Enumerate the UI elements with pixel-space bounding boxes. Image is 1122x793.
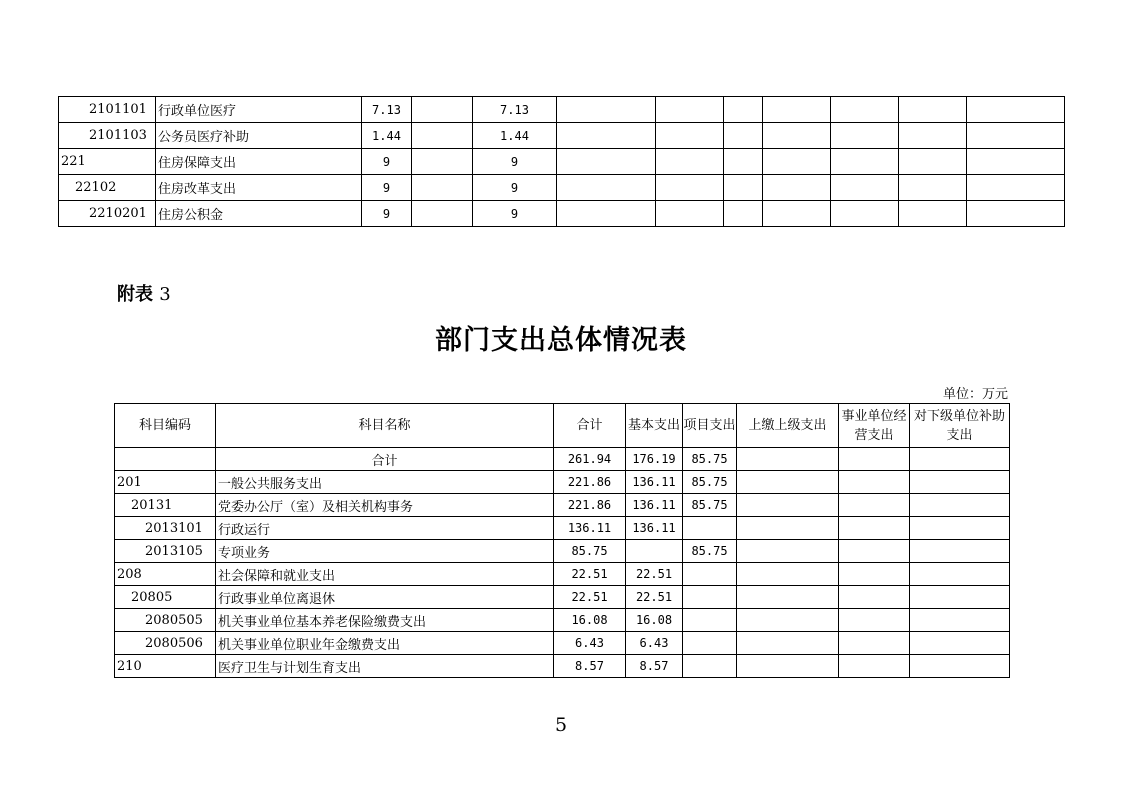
table-row — [115, 632, 1010, 655]
empty-cell — [839, 632, 910, 655]
account-code: 2080506 — [115, 632, 216, 655]
empty-cell — [910, 632, 1010, 655]
account-code: 20805 — [115, 586, 216, 609]
project-value — [683, 609, 737, 632]
header-cell: 科目编码 — [115, 404, 216, 448]
basic-value: 136.11 — [626, 471, 683, 494]
empty-cell — [763, 175, 831, 201]
empty-cell — [737, 540, 839, 563]
empty-cell — [910, 586, 1010, 609]
empty-cell — [763, 149, 831, 175]
table-row — [59, 97, 1065, 123]
top-continuation-table — [58, 96, 1065, 227]
account-name: 住房公积金 — [156, 201, 362, 227]
empty-cell — [724, 97, 763, 123]
account-code: 208 — [115, 563, 216, 586]
basic-value: 6.43 — [626, 632, 683, 655]
account-name: 住房保障支出 — [156, 149, 362, 175]
unit-label: 单位：万元 — [942, 387, 1008, 402]
table-row — [59, 149, 1065, 175]
table-row — [115, 563, 1010, 586]
account-code: 2013101 — [115, 517, 216, 540]
empty-cell — [831, 149, 899, 175]
account-name: 一般公共服务支出 — [216, 471, 554, 494]
top-table-body — [59, 97, 1065, 227]
basic-value — [626, 540, 683, 563]
project-value: 9 — [473, 149, 557, 175]
account-name: 社会保障和就业支出 — [216, 563, 554, 586]
project-value: 1.44 — [473, 123, 557, 149]
project-value — [683, 655, 737, 678]
basic-value: 16.08 — [626, 609, 683, 632]
account-code: 210 — [115, 655, 216, 678]
table-row — [59, 123, 1065, 149]
page-title: 部门支出总体情况表 — [435, 325, 687, 356]
empty-cell — [737, 655, 839, 678]
project-value: 9 — [473, 175, 557, 201]
basic-value: 136.11 — [626, 494, 683, 517]
account-name: 机关事业单位基本养老保险缴费支出 — [216, 609, 554, 632]
total-value: 7.13 — [362, 97, 412, 123]
empty-cell — [839, 609, 910, 632]
table-row — [115, 540, 1010, 563]
account-name: 行政单位医疗 — [156, 97, 362, 123]
empty-cell — [737, 563, 839, 586]
total-value: 221.86 — [554, 494, 626, 517]
empty-cell — [656, 201, 724, 227]
total-value: 85.75 — [554, 540, 626, 563]
account-name: 专项业务 — [216, 540, 554, 563]
expenditure-summary-table — [114, 403, 1010, 678]
empty-cell — [656, 123, 724, 149]
total-value: 9 — [362, 201, 412, 227]
basic-value: 22.51 — [626, 563, 683, 586]
project-value — [683, 586, 737, 609]
table-row — [115, 494, 1010, 517]
project-value: 85.75 — [683, 540, 737, 563]
total-value: 16.08 — [554, 609, 626, 632]
total-value: 221.86 — [554, 471, 626, 494]
annex-label: 附表 3 — [117, 284, 171, 305]
account-code: 221 — [59, 149, 156, 175]
empty-cell — [839, 540, 910, 563]
table-row — [115, 517, 1010, 540]
header-cell: 科目名称 — [216, 404, 554, 448]
project-value — [683, 517, 737, 540]
total-value: 9 — [362, 175, 412, 201]
project-value: 7.13 — [473, 97, 557, 123]
account-code: 22102 — [59, 175, 156, 201]
project-value: 85.75 — [683, 471, 737, 494]
empty-cell — [724, 175, 763, 201]
empty-cell — [899, 123, 967, 149]
total-row — [115, 448, 1010, 471]
empty-cell — [839, 586, 910, 609]
total-value: 22.51 — [554, 563, 626, 586]
basic-value — [412, 175, 473, 201]
account-name: 住房改革支出 — [156, 175, 362, 201]
empty-cell — [839, 655, 910, 678]
empty-cell — [967, 149, 1065, 175]
basic-value: 8.57 — [626, 655, 683, 678]
empty-cell — [737, 517, 839, 540]
header-cell: 项目支出 — [683, 404, 737, 448]
total-value: 136.11 — [554, 517, 626, 540]
account-code: 2013105 — [115, 540, 216, 563]
basic-value — [412, 97, 473, 123]
empty-cell — [899, 175, 967, 201]
empty-cell — [557, 201, 656, 227]
project-value: 85.75 — [683, 494, 737, 517]
total-basic: 176.19 — [626, 448, 683, 471]
empty-cell — [910, 448, 1010, 471]
total-value: 1.44 — [362, 123, 412, 149]
total-sum: 261.94 — [554, 448, 626, 471]
empty-cell — [737, 471, 839, 494]
empty-cell — [724, 201, 763, 227]
account-code: 2080505 — [115, 609, 216, 632]
account-name: 机关事业单位职业年金缴费支出 — [216, 632, 554, 655]
total-value: 6.43 — [554, 632, 626, 655]
empty-cell — [656, 149, 724, 175]
empty-cell — [763, 97, 831, 123]
empty-cell — [899, 97, 967, 123]
header-cell: 对下级单位补助支出 — [910, 404, 1010, 448]
empty-cell — [724, 123, 763, 149]
basic-value: 136.11 — [626, 517, 683, 540]
project-value: 9 — [473, 201, 557, 227]
empty-cell — [899, 149, 967, 175]
empty-cell — [557, 175, 656, 201]
main-table-body — [115, 404, 1010, 678]
header-cell: 合计 — [554, 404, 626, 448]
empty-cell — [831, 123, 899, 149]
table-row — [115, 655, 1010, 678]
total-label: 合计 — [216, 448, 554, 471]
account-name: 行政事业单位离退休 — [216, 586, 554, 609]
empty-cell — [839, 448, 910, 471]
total-value: 9 — [362, 149, 412, 175]
project-value — [683, 632, 737, 655]
empty-cell — [899, 201, 967, 227]
empty-cell — [967, 97, 1065, 123]
total-value: 22.51 — [554, 586, 626, 609]
account-name: 公务员医疗补助 — [156, 123, 362, 149]
table-header-row — [115, 404, 1010, 448]
empty-cell — [910, 540, 1010, 563]
account-name: 党委办公厅（室）及相关机构事务 — [216, 494, 554, 517]
table-row — [115, 609, 1010, 632]
empty-cell — [910, 609, 1010, 632]
table-row — [115, 471, 1010, 494]
account-code: 2101103 — [59, 123, 156, 149]
account-name: 医疗卫生与计划生育支出 — [216, 655, 554, 678]
empty-cell — [839, 494, 910, 517]
total-value: 8.57 — [554, 655, 626, 678]
page-number: 5 — [554, 714, 568, 736]
empty-cell — [910, 494, 1010, 517]
empty-cell — [763, 123, 831, 149]
empty-cell — [831, 97, 899, 123]
basic-value: 22.51 — [626, 586, 683, 609]
empty-cell — [557, 123, 656, 149]
empty-cell — [910, 563, 1010, 586]
basic-value — [412, 123, 473, 149]
empty-cell — [656, 97, 724, 123]
empty-cell — [910, 517, 1010, 540]
account-name: 行政运行 — [216, 517, 554, 540]
header-cell: 事业单位经营支出 — [839, 404, 910, 448]
empty-cell — [737, 586, 839, 609]
empty-cell — [737, 632, 839, 655]
empty-cell — [557, 97, 656, 123]
empty-cell — [839, 517, 910, 540]
table-row — [59, 201, 1065, 227]
total-code-cell — [115, 448, 216, 471]
empty-cell — [737, 609, 839, 632]
empty-cell — [967, 175, 1065, 201]
project-value — [683, 563, 737, 586]
empty-cell — [831, 175, 899, 201]
header-cell: 上缴上级支出 — [737, 404, 839, 448]
empty-cell — [737, 494, 839, 517]
empty-cell — [839, 471, 910, 494]
empty-cell — [763, 201, 831, 227]
empty-cell — [831, 201, 899, 227]
basic-value — [412, 201, 473, 227]
account-code: 201 — [115, 471, 216, 494]
empty-cell — [839, 563, 910, 586]
header-cell: 基本支出 — [626, 404, 683, 448]
account-code: 2101101 — [59, 97, 156, 123]
empty-cell — [910, 471, 1010, 494]
account-code: 20131 — [115, 494, 216, 517]
account-code: 2210201 — [59, 201, 156, 227]
empty-cell — [967, 201, 1065, 227]
table-row — [115, 586, 1010, 609]
basic-value — [412, 149, 473, 175]
total-project: 85.75 — [683, 448, 737, 471]
empty-cell — [656, 175, 724, 201]
empty-cell — [910, 655, 1010, 678]
empty-cell — [967, 123, 1065, 149]
empty-cell — [737, 448, 839, 471]
empty-cell — [557, 149, 656, 175]
empty-cell — [724, 149, 763, 175]
table-row — [59, 175, 1065, 201]
